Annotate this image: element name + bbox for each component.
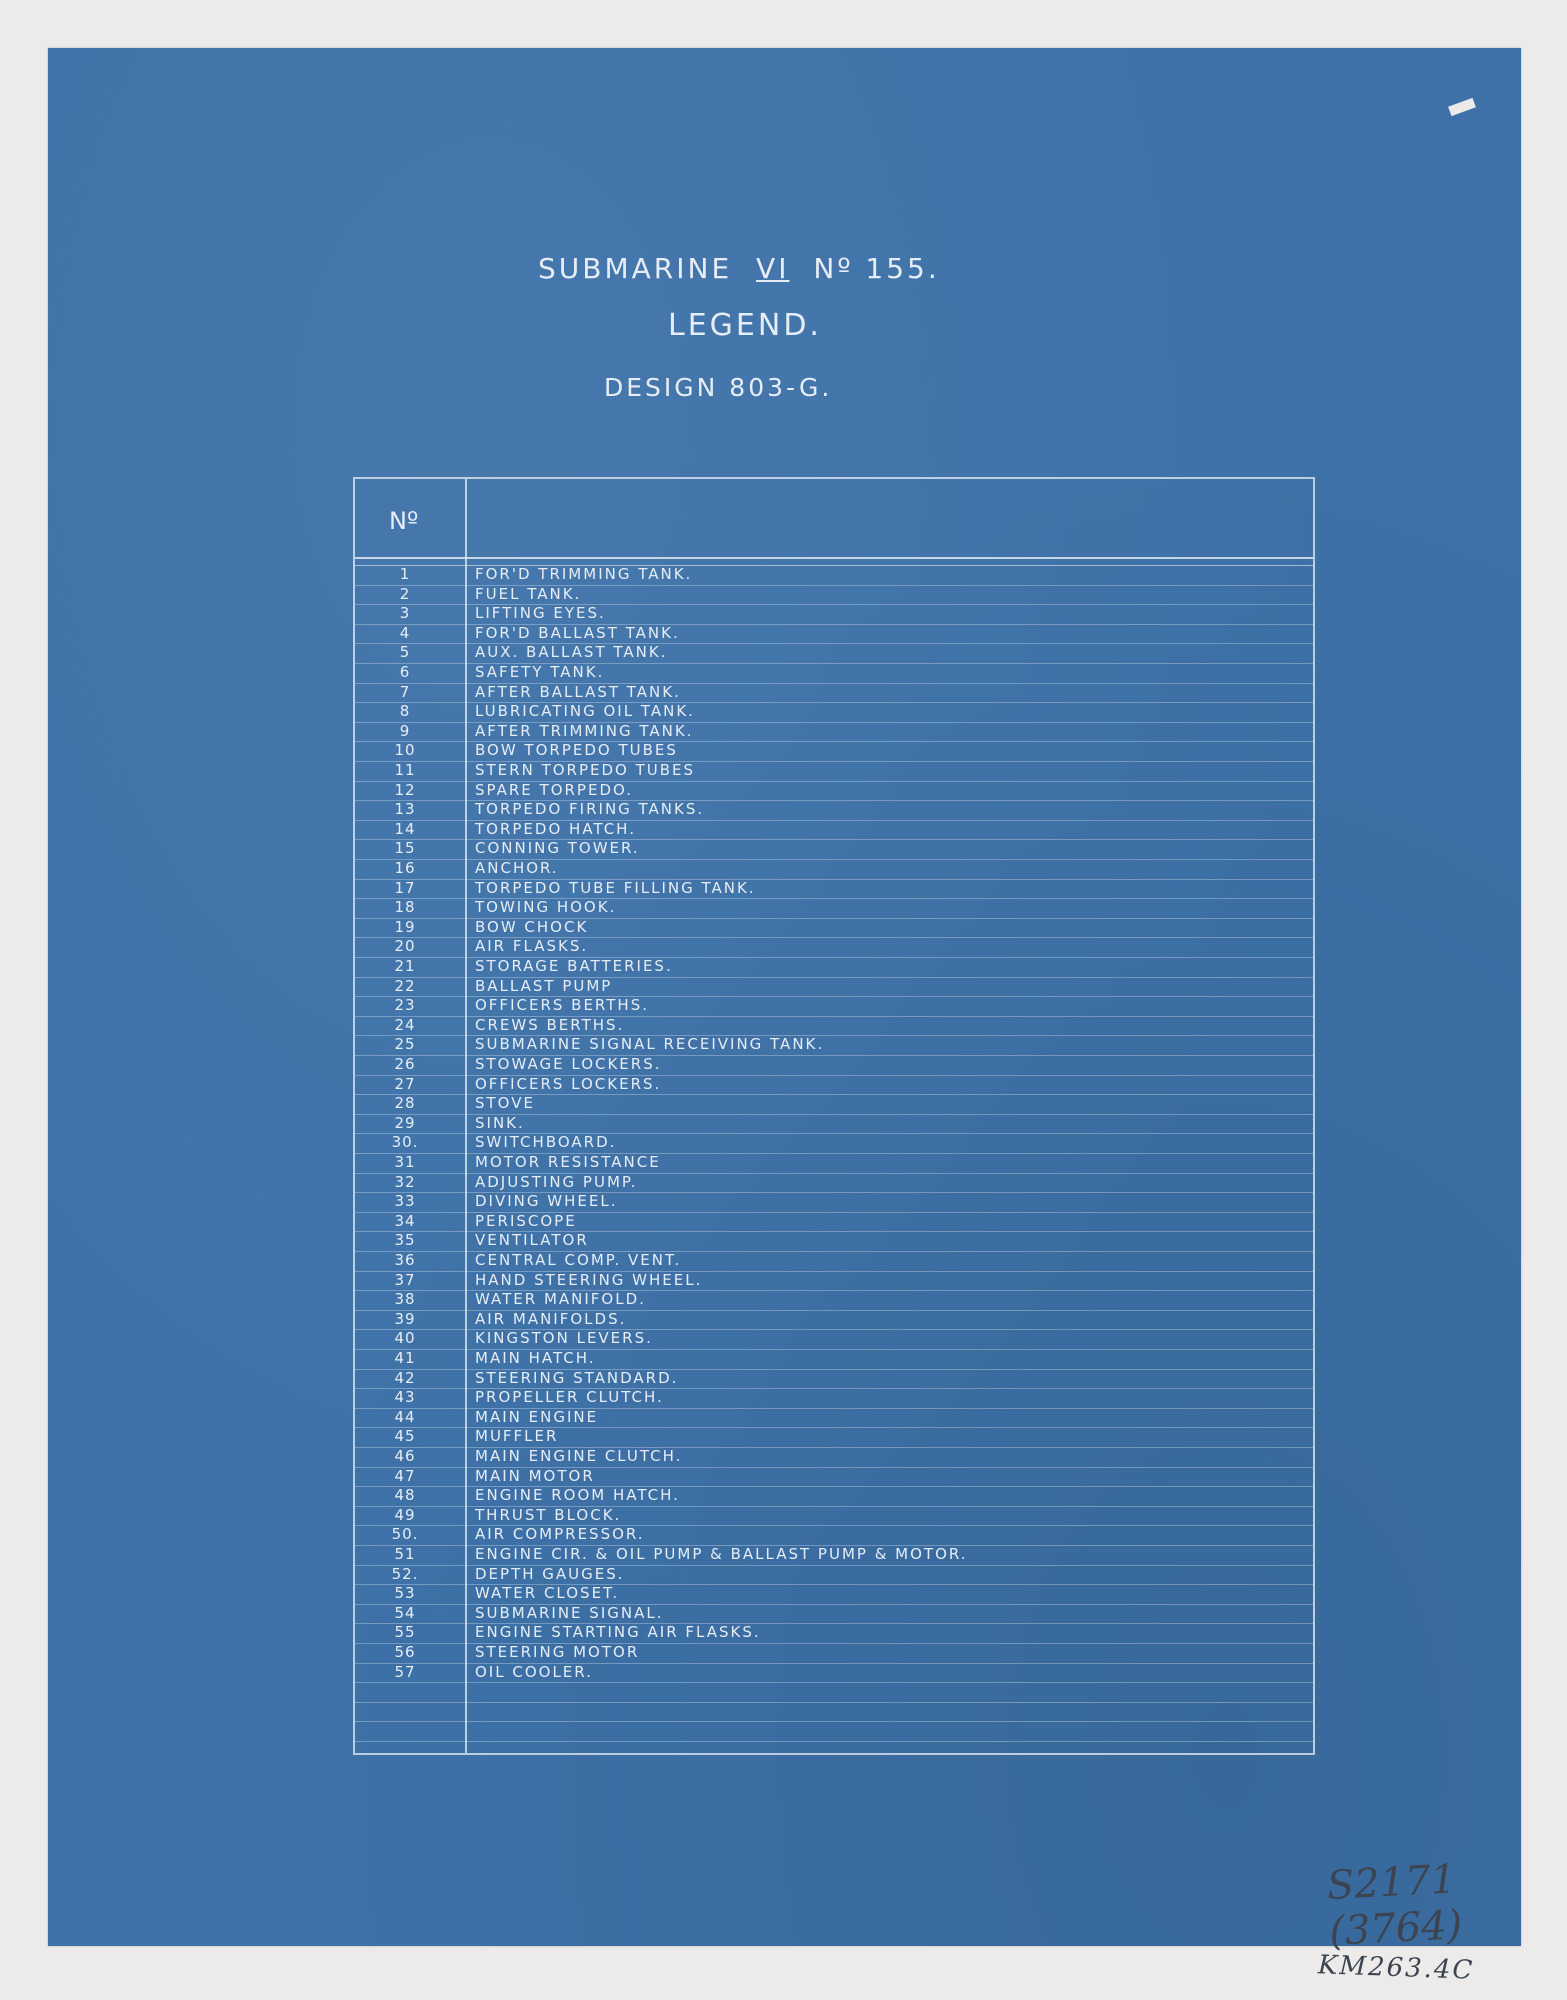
legend-description: ANCHOR.	[475, 859, 559, 877]
legend-description: SAFETY TANK.	[475, 663, 605, 681]
legend-row	[355, 1565, 1313, 1585]
legend-number: 11	[394, 761, 416, 779]
legend-row	[355, 1623, 1313, 1643]
legend-number: 27	[394, 1074, 416, 1093]
legend-row	[355, 898, 1313, 918]
legend-row	[355, 781, 1313, 801]
legend-number: 3	[399, 604, 411, 623]
legend-row	[355, 624, 1313, 644]
legend-row	[355, 1310, 1313, 1330]
legend-row	[355, 820, 1313, 840]
legend-number: 39	[394, 1309, 416, 1328]
legend-description: OFFICERS LOCKERS.	[475, 1074, 662, 1093]
legend-description: SINK.	[475, 1113, 525, 1132]
legend-row	[355, 1094, 1313, 1114]
legend-number: 38	[394, 1290, 416, 1309]
legend-row	[355, 1486, 1313, 1506]
legend-number: 14	[394, 819, 416, 838]
legend-row	[355, 977, 1313, 997]
legend-description: CONNING TOWER.	[475, 839, 640, 858]
legend-description: ENGINE CIR. & OIL PUMP & BALLAST PUMP & MOTOR.	[475, 1545, 968, 1563]
legend-row	[355, 702, 1313, 722]
legend-description: BOW CHOCK	[475, 917, 589, 936]
legend-description: STERN TORPEDO TUBES	[475, 761, 696, 779]
legend-table	[353, 477, 1315, 1755]
legend-row	[355, 1133, 1313, 1153]
legend-row	[355, 1173, 1313, 1193]
legend-description: AIR COMPRESSOR.	[475, 1525, 645, 1544]
legend-row	[355, 1251, 1313, 1271]
legend-heading: LEGEND.	[668, 308, 822, 343]
legend-description: TOWING HOOK.	[475, 898, 617, 917]
legend-description: OFFICERS BERTHS.	[475, 996, 649, 1015]
legend-number: 52.	[391, 1564, 419, 1583]
legend-number: 40	[394, 1329, 416, 1348]
ruled-line	[355, 1702, 1313, 1703]
legend-number: 35	[394, 1231, 416, 1250]
legend-number: 41	[394, 1349, 416, 1367]
legend-row	[355, 1329, 1313, 1349]
legend-number: 26	[394, 1055, 416, 1073]
legend-description: PERISCOPE	[475, 1211, 577, 1230]
legend-description: ENGINE STARTING AIR FLASKS.	[475, 1623, 761, 1642]
legend-description: STOWAGE LOCKERS.	[475, 1055, 662, 1073]
legend-number: 7	[399, 682, 411, 701]
legend-description: SUBMARINE SIGNAL RECEIVING TANK.	[475, 1035, 825, 1054]
blueprint-sheet	[48, 48, 1521, 1986]
legend-row	[355, 1016, 1313, 1036]
legend-description: TORPEDO FIRING TANKS.	[475, 800, 705, 819]
legend-row	[355, 1388, 1313, 1408]
catalog-reference: KM263.4C	[1317, 1950, 1475, 1986]
legend-number: 4	[399, 623, 411, 642]
legend-description: ENGINE ROOM HATCH.	[475, 1486, 680, 1505]
legend-description: WATER CLOSET.	[475, 1584, 620, 1603]
legend-row	[355, 1447, 1313, 1467]
legend-number: 30.	[391, 1133, 419, 1152]
legend-description: AFTER BALLAST TANK.	[475, 682, 681, 701]
legend-description: LUBRICATING OIL TANK.	[475, 702, 695, 721]
legend-description: HAND STEERING WHEEL.	[475, 1270, 703, 1289]
legend-description: CREWS BERTHS.	[475, 1015, 625, 1034]
legend-description: VENTILATOR	[475, 1231, 589, 1250]
legend-number: 6	[399, 663, 411, 681]
legend-description: TORPEDO TUBE FILLING TANK.	[475, 878, 756, 897]
legend-number: 20	[394, 937, 416, 956]
legend-description: SWITCHBOARD.	[475, 1133, 617, 1152]
legend-description: CENTRAL COMP. VENT.	[475, 1251, 682, 1269]
legend-description: FOR'D TRIMMING TANK.	[475, 565, 693, 583]
legend-number: 46	[394, 1447, 416, 1465]
legend-row	[355, 761, 1313, 781]
legend-description: SUBMARINE SIGNAL.	[475, 1603, 664, 1622]
legend-number: 51	[394, 1545, 416, 1563]
legend-row	[355, 1271, 1313, 1291]
legend-description: MOTOR RESISTANCE	[475, 1153, 661, 1171]
ruled-line	[355, 1721, 1313, 1722]
legend-description: KINGSTON LEVERS.	[475, 1329, 653, 1348]
legend-row	[355, 1114, 1313, 1134]
legend-number: 18	[394, 898, 416, 917]
legend-description: MAIN MOTOR	[475, 1466, 595, 1485]
legend-number: 28	[394, 1094, 416, 1113]
legend-number: 45	[394, 1427, 416, 1446]
legend-number: 50.	[391, 1525, 419, 1544]
legend-number: 44	[394, 1407, 416, 1426]
legend-description: SPARE TORPEDO.	[475, 780, 633, 799]
legend-row	[355, 1525, 1313, 1545]
legend-row	[355, 1231, 1313, 1251]
legend-description: DIVING WHEEL.	[475, 1192, 618, 1211]
legend-number: 12	[394, 780, 416, 799]
legend-description: MAIN HATCH.	[475, 1349, 596, 1367]
legend-row	[355, 1369, 1313, 1389]
legend-number: 13	[394, 800, 416, 819]
number-column-header: Nº	[389, 507, 419, 535]
legend-row	[355, 1075, 1313, 1095]
legend-row	[355, 585, 1313, 605]
legend-number: 43	[394, 1388, 416, 1407]
legend-row	[355, 957, 1313, 977]
legend-number: 17	[394, 878, 416, 897]
legend-description: OIL COOLER.	[475, 1662, 593, 1681]
legend-description: TORPEDO HATCH.	[475, 819, 636, 838]
legend-number: 55	[394, 1623, 416, 1642]
legend-description: STOVE	[475, 1094, 535, 1113]
legend-row	[355, 722, 1313, 742]
title-prefix: SUBMARINE	[538, 252, 733, 285]
legend-number: 5	[399, 643, 411, 662]
legend-number: 56	[394, 1643, 416, 1661]
legend-number: 33	[394, 1192, 416, 1211]
legend-description: MAIN ENGINE CLUTCH.	[475, 1447, 683, 1465]
legend-description: FOR'D BALLAST TANK.	[475, 623, 680, 642]
legend-description: AUX. BALLAST TANK.	[475, 643, 668, 662]
legend-number: 16	[394, 859, 416, 877]
legend-number: 32	[394, 1172, 416, 1191]
legend-number: 25	[394, 1035, 416, 1054]
legend-number: 49	[394, 1505, 416, 1524]
legend-row	[355, 643, 1313, 663]
legend-number: 1	[399, 565, 411, 583]
legend-description: STEERING STANDARD.	[475, 1368, 679, 1387]
pencil-reference: S2171 (3764)	[1325, 1856, 1464, 1955]
legend-row	[355, 1427, 1313, 1447]
header-rule	[355, 557, 1313, 559]
legend-number: 48	[394, 1486, 416, 1505]
legend-row	[355, 1545, 1313, 1565]
legend-row	[355, 879, 1313, 899]
legend-description: THRUST BLOCK.	[475, 1505, 622, 1524]
legend-row	[355, 1349, 1313, 1369]
legend-row	[355, 1035, 1313, 1055]
ruled-line	[355, 1741, 1313, 1742]
legend-number: 53	[394, 1584, 416, 1603]
legend-number: 29	[394, 1113, 416, 1132]
design-label: DESIGN 803-G.	[604, 373, 833, 402]
legend-row	[355, 937, 1313, 957]
legend-number: 36	[394, 1251, 416, 1269]
legend-description: DEPTH GAUGES.	[475, 1564, 625, 1583]
legend-row	[355, 683, 1313, 703]
legend-description: MAIN ENGINE	[475, 1407, 599, 1426]
legend-description: FUEL TANK.	[475, 584, 582, 603]
legend-number: 23	[394, 996, 416, 1015]
legend-row	[355, 1584, 1313, 1604]
legend-row	[355, 1604, 1313, 1624]
legend-number: 47	[394, 1466, 416, 1485]
legend-row	[355, 1663, 1313, 1683]
document-title	[538, 252, 940, 285]
legend-number: 24	[394, 1015, 416, 1034]
legend-row	[355, 565, 1313, 585]
legend-number: 34	[394, 1211, 416, 1230]
legend-description: BOW TORPEDO TUBES	[475, 741, 678, 760]
legend-row	[355, 1643, 1313, 1663]
legend-number: 54	[394, 1603, 416, 1622]
paper-tear	[1448, 98, 1476, 116]
legend-description: AIR MANIFOLDS.	[475, 1309, 627, 1328]
legend-description: AIR FLASKS.	[475, 937, 589, 956]
legend-number: 42	[394, 1368, 416, 1387]
title-number: Nº 155.	[813, 252, 940, 285]
legend-number: 37	[394, 1270, 416, 1289]
legend-number: 31	[394, 1153, 416, 1171]
legend-description: AFTER TRIMMING TANK.	[475, 721, 694, 740]
legend-description: STORAGE BATTERIES.	[475, 957, 673, 975]
legend-row	[355, 1408, 1313, 1428]
legend-row	[355, 663, 1313, 683]
legend-row	[355, 1192, 1313, 1212]
legend-row	[355, 1153, 1313, 1173]
legend-number: 19	[394, 917, 416, 936]
legend-row	[355, 839, 1313, 859]
legend-description: WATER MANIFOLD.	[475, 1290, 646, 1309]
legend-number: 22	[394, 976, 416, 995]
legend-description: STEERING MOTOR	[475, 1643, 640, 1661]
legend-description: BALLAST PUMP	[475, 976, 613, 995]
legend-row	[355, 996, 1313, 1016]
legend-row	[355, 918, 1313, 938]
legend-number: 8	[399, 702, 411, 721]
legend-row	[355, 1506, 1313, 1526]
ruled-line	[355, 1682, 1313, 1683]
legend-row	[355, 859, 1313, 879]
legend-description: ADJUSTING PUMP.	[475, 1172, 638, 1191]
legend-number: 57	[394, 1662, 416, 1681]
legend-number: 2	[399, 584, 411, 603]
legend-description: MUFFLER	[475, 1427, 559, 1446]
legend-description: PROPELLER CLUTCH.	[475, 1388, 664, 1407]
legend-description: LIFTING EYES.	[475, 604, 606, 623]
legend-number: 9	[399, 721, 411, 740]
legend-row	[355, 1055, 1313, 1075]
legend-row	[355, 1290, 1313, 1310]
legend-number: 15	[394, 839, 416, 858]
legend-row	[355, 1212, 1313, 1232]
legend-row	[355, 1467, 1313, 1487]
legend-row	[355, 800, 1313, 820]
legend-row	[355, 604, 1313, 624]
legend-number: 10	[394, 741, 416, 760]
legend-row	[355, 741, 1313, 761]
legend-number: 21	[394, 957, 416, 975]
title-class: VI	[756, 252, 790, 285]
